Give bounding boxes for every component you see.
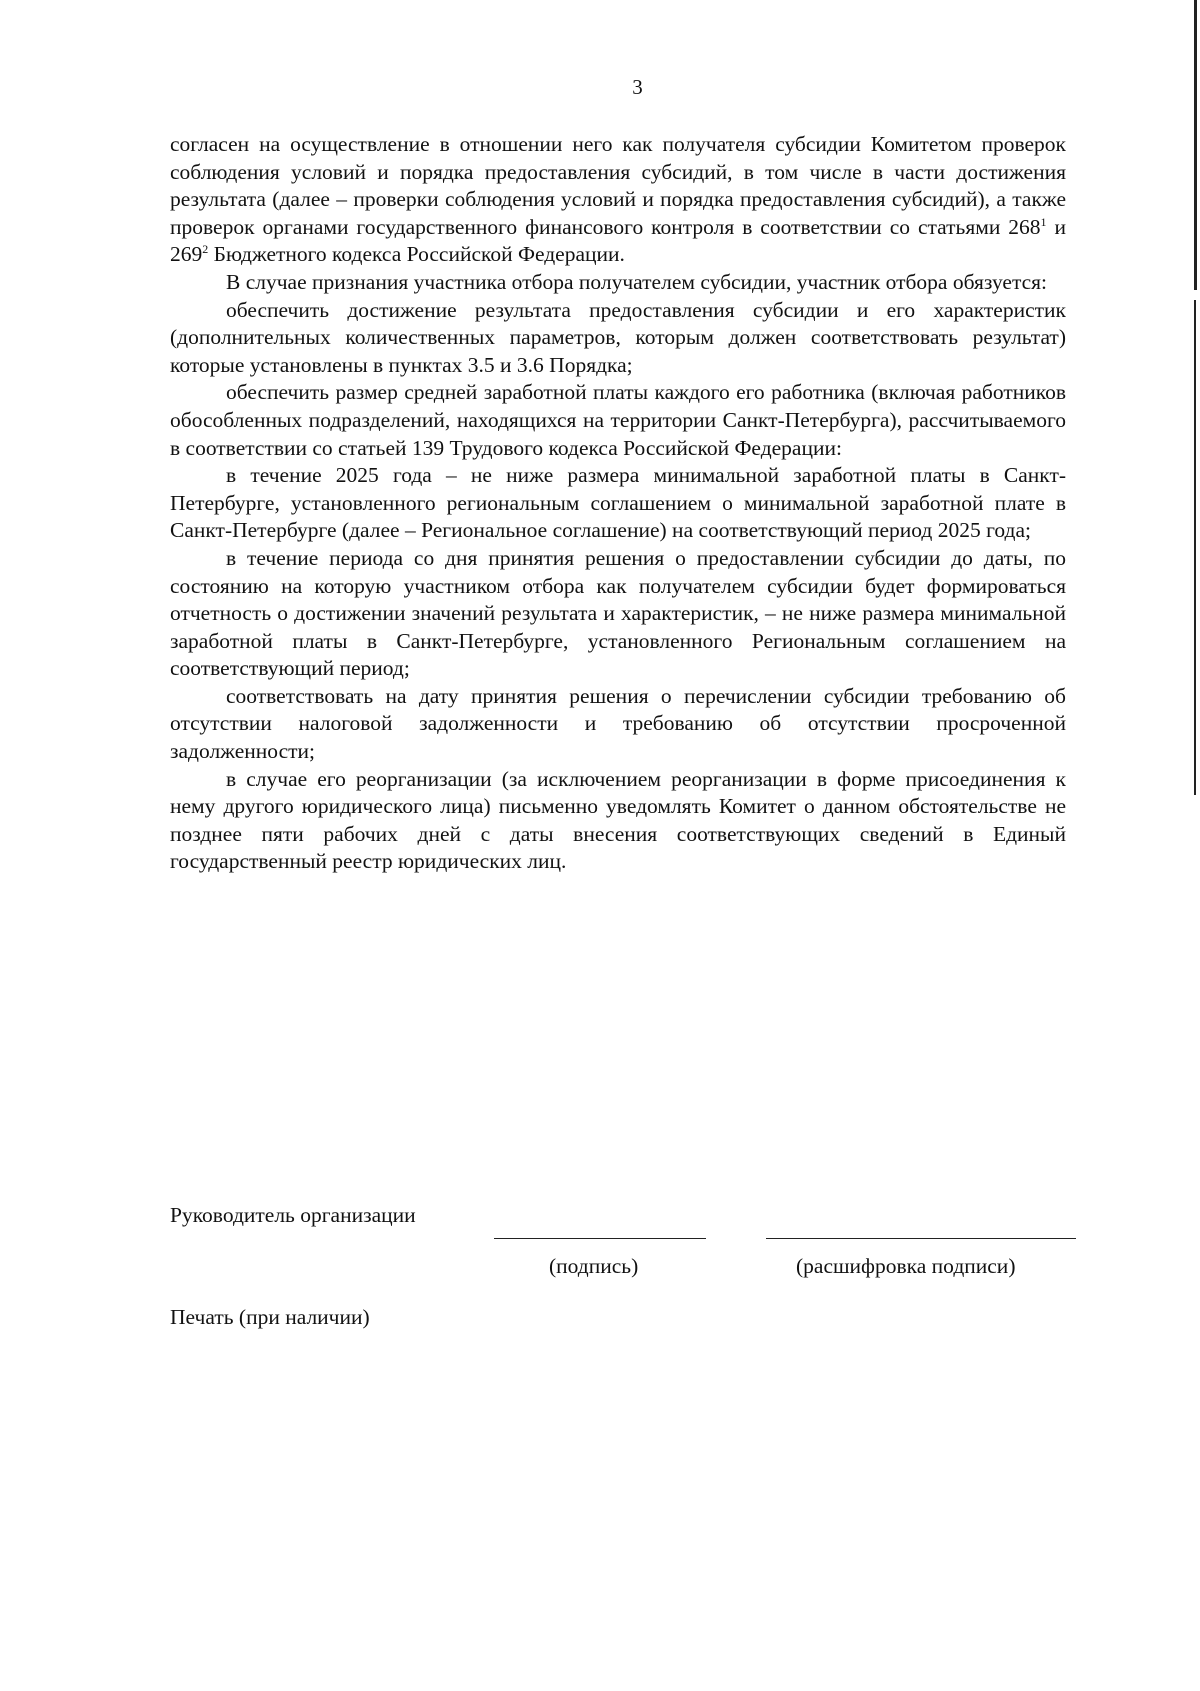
paragraph-consent-mid: и 269 — [170, 214, 1066, 267]
head-of-organization-label: Руководитель организации — [170, 1203, 416, 1227]
paragraph-salary-period: в течение периода со дня принятия решения о предоставлении субсидии до даты, по состоянию на которую участником отбора как получателем субсидии будет формироваться отчетность о достижении значений результата и характеристик, – не ниже размера минимальной заработной платы в Санкт-Петербурге, установленного Региональным соглашением на соответствующий период; — [170, 545, 1066, 681]
paragraph-salary-2025: в течение 2025 года – не ниже размера минимальной заработной платы в Санкт-Петербурге, установленного региональным соглашением о минимальной заработной плате в Санкт-Петербурге (далее – Региональное соглашение) на соответствующий период 2025 года; — [170, 463, 1066, 543]
signature-caption: (подпись) — [549, 1254, 639, 1278]
scan-edge-mark — [1194, 300, 1196, 795]
signature-decoding-caption: (расшифровка подписи) — [796, 1254, 1016, 1278]
signature-decoding-line — [766, 1238, 1076, 1239]
paragraph-obligation-result: обеспечить достижение результата предоставления субсидии и его характеристик (дополнительных количественных параметров, которым должен соответствовать результат) которые установлены в пунктах 3.5 и 3.6 Порядка; — [170, 297, 1066, 377]
page-number: 3 — [632, 75, 643, 99]
paragraph-obligation-salary: обеспечить размер средней заработной платы каждого его работника (включая работников обособленных подразделений, находящихся на территории Санкт-Петербурга), рассчитываемого в соответствии со статьей 139 Трудового кодекса Российской Федерации: — [170, 380, 1066, 460]
paragraph-consent-tail: Бюджетного кодекса Российской Федерации. — [208, 242, 625, 267]
paragraph-reorganization: в случае его реорганизации (за исключением реорганизации в форме присоединения к нему другого юридического лица) письменно уведомлять Комитет о данном обстоятельстве не позднее пяти рабочих дней с даты внесения соответствующих сведений в Единый государственный реестр юридических лиц. — [170, 766, 1066, 874]
paragraph-consent-text: согласен на осуществление в отношении него как получателя субсидии Комитетом проверок соблюдения условий и порядка предоставления субсидий, в том числе в части достижения результата (далее – проверки соблюдения условий и порядка предоставления субсидий), а также проверок органами государственного финансового контроля в соответствии со статьями 268 — [170, 132, 1066, 239]
footnote-marker-2: 2 — [202, 242, 209, 257]
signature-line — [494, 1238, 706, 1239]
footnote-marker-1: 1 — [1040, 214, 1047, 229]
document-body — [170, 131, 1066, 876]
paragraph-consent — [170, 131, 1066, 269]
paragraph-debt-requirement: соответствовать на дату принятия решения о перечислении субсидии требованию об отсутствии налоговой задолженности и требованию об отсутствии просроченной задолженности; — [170, 683, 1066, 764]
scan-edge-mark — [1194, 0, 1197, 290]
stamp-label: Печать (при наличии) — [170, 1305, 370, 1329]
paragraph-obligation-intro: В случае признания участника отбора получателем субсидии, участник отбора обязуется: — [226, 269, 1048, 294]
